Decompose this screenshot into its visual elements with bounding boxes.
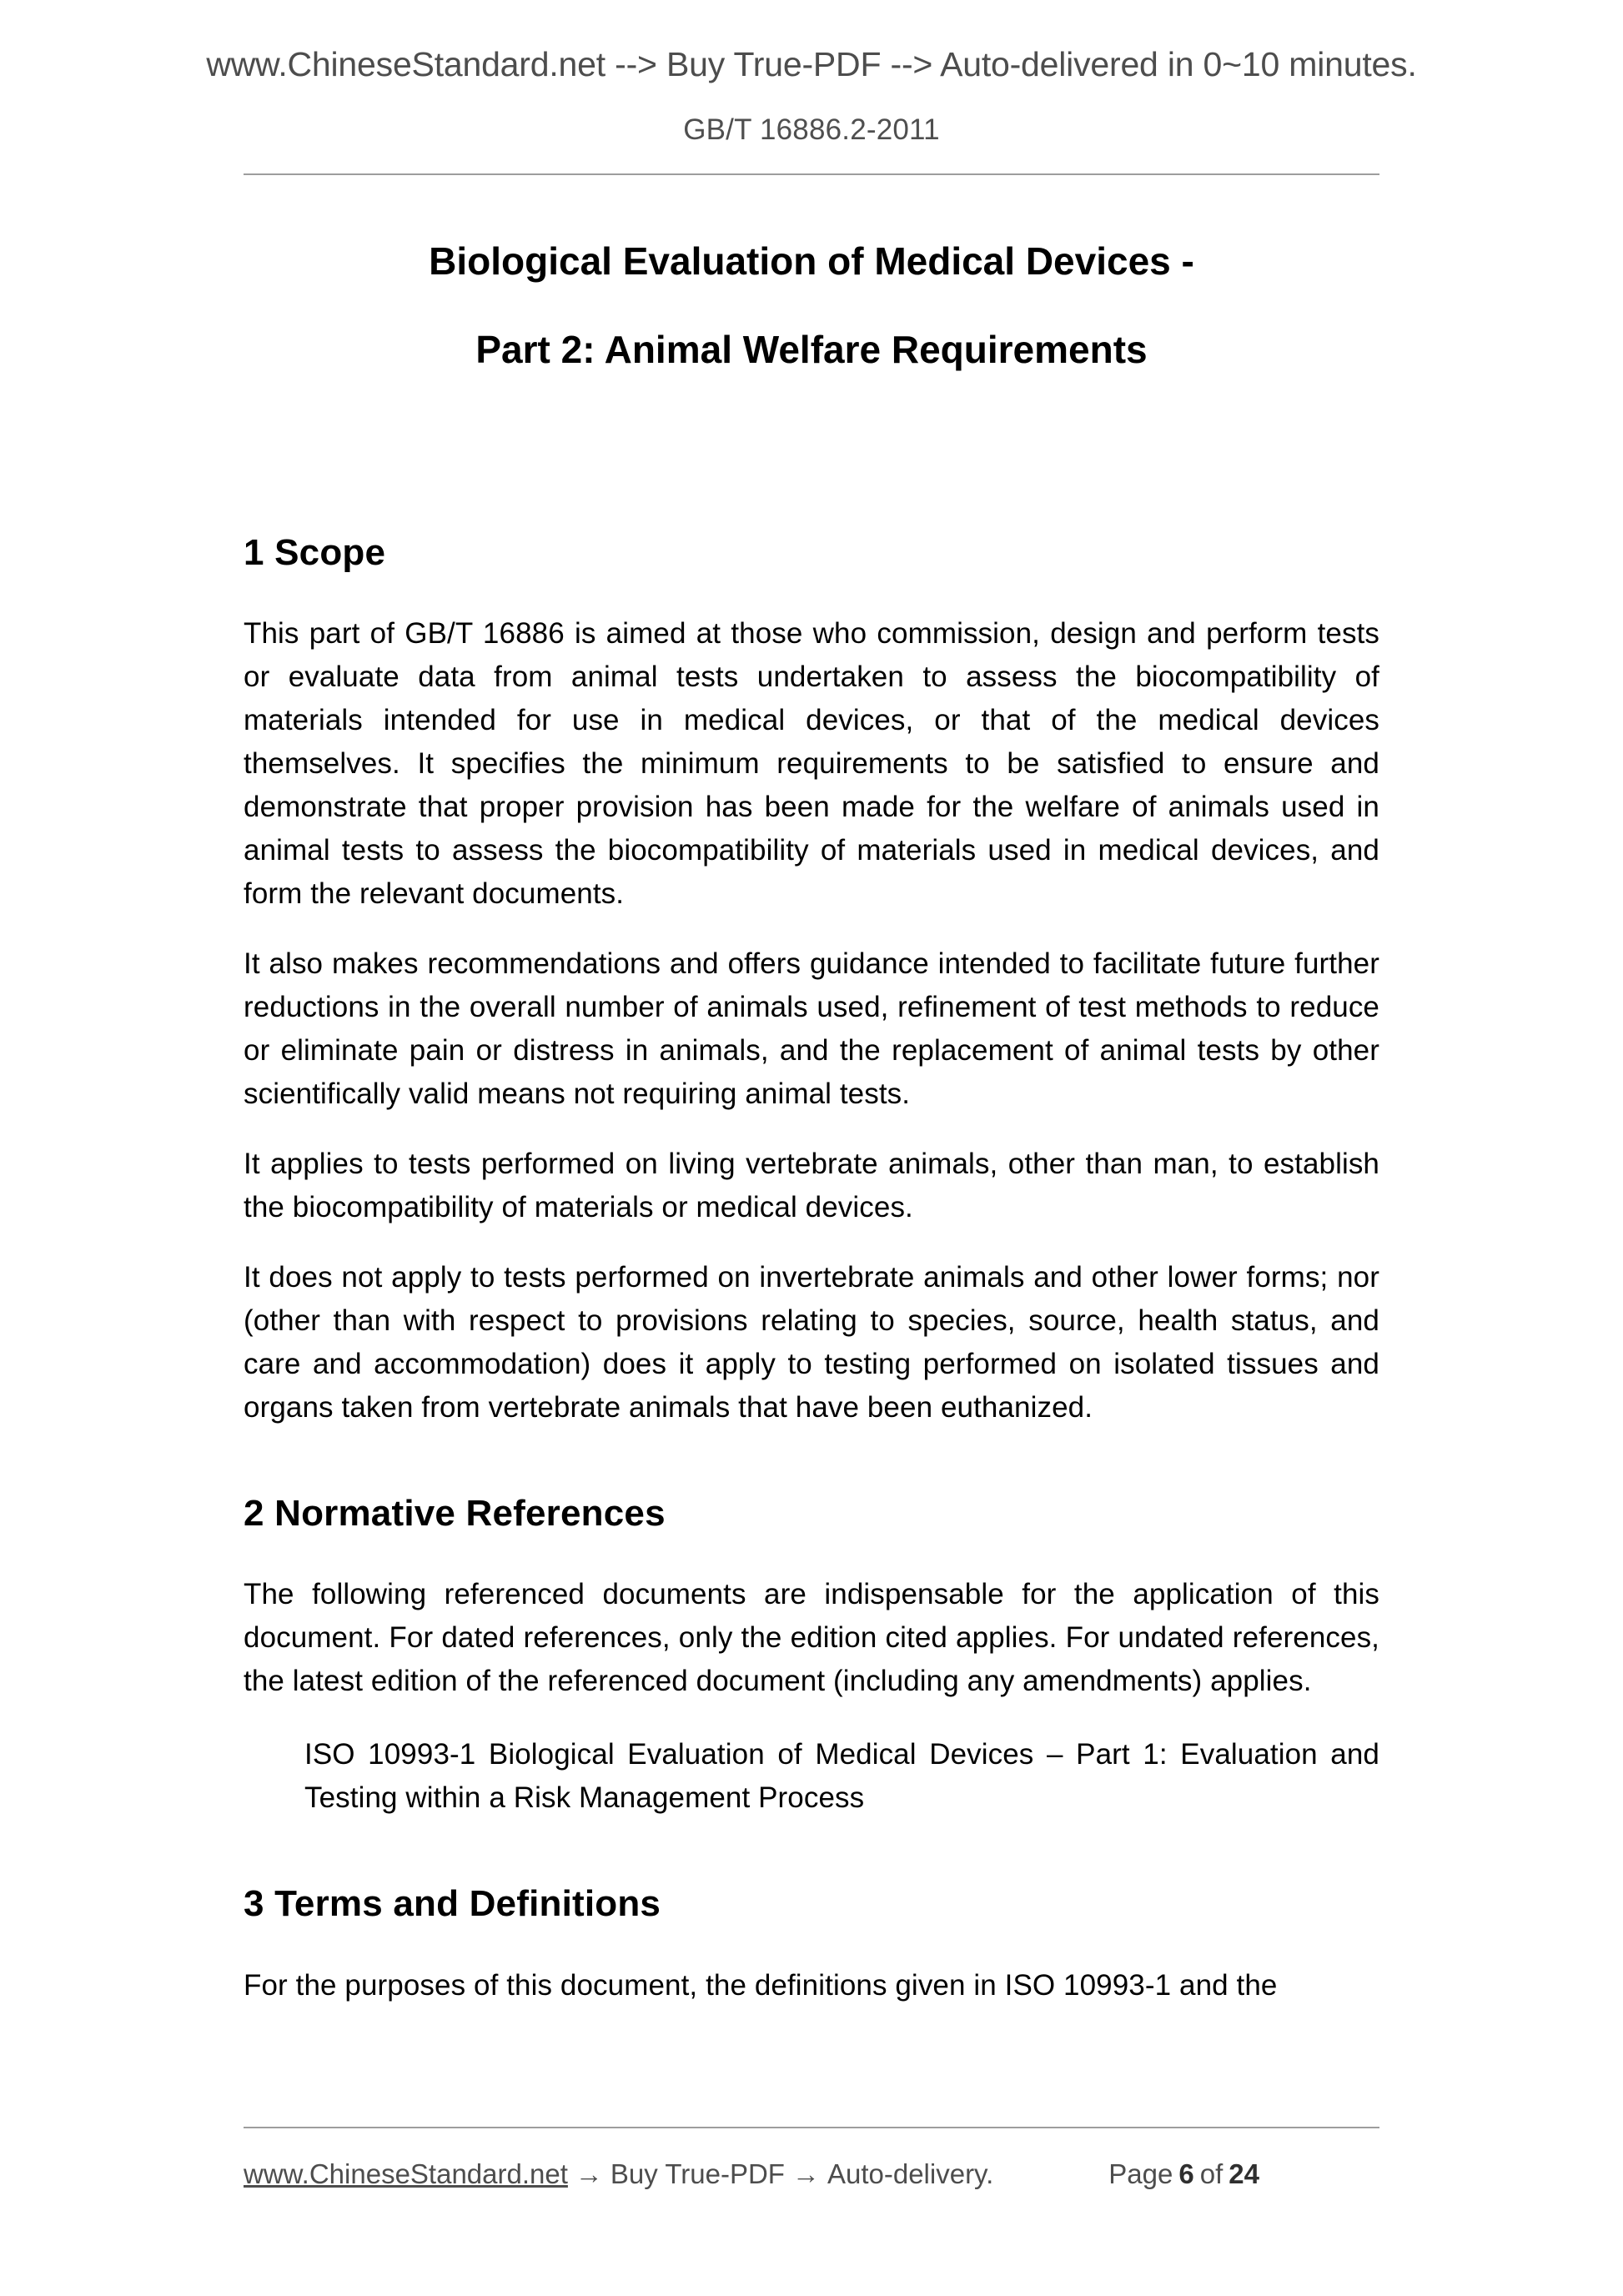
arrow-right-icon: → [575,2158,603,2189]
spacer [244,1429,1379,1495]
spacer [244,1703,1379,1733]
document-body [244,534,1379,2007]
scope-paragraph-2: It also makes recommendations and offers guidance intended to facilitate future further reductions in the overall number of animals used, refinement of test methods to reduce or eliminate pain or distress in animals, and the replacement of animal tests by other scientifically valid means not requiring animal tests. [244,947,1379,1111]
spacer [244,572,1379,612]
page-title-line-1: Biological Evaluation of Medical Devices - [429,239,1194,283]
of-label: of [1199,2158,1224,2189]
spacer [244,916,1379,942]
normative-reference-item-1: ISO 10993-1 Biological Evaluation of Medical Devices – Part 1: Evaluation and Testing within a Risk Management Process [304,1738,1379,1815]
footer-url-link[interactable]: www.ChineseStandard.net [244,2158,568,2189]
spacer [244,1924,1379,1964]
spacer [244,1229,1379,1256]
section-heading-normative-references: 2 Normative References [244,1493,666,1535]
current-page-number: 6 [1178,2158,1194,2189]
terms-and-definitions-paragraph-1: For the purposes of this document, the definitions given in ISO 10993-1 and the [244,1968,1278,2002]
total-page-count: 24 [1229,2158,1259,2189]
scope-paragraph-1: This part of GB/T 16886 is aimed at those who commission, design and perform tests or evaluate data from animal tests undertaken to assess the biocompatibility of materials intended for use in medical devices, or that of the medical devices themselves. It specifies the minimum requirements to be satisfied to ensure and demonstrate that proper provision has been made for the welfare of animals used in animal tests to assess the biocompatibility of materials used in medical devices, and form the relevant documents. [244,617,1379,911]
promo-header-text: www.ChineseStandard.net --> Buy True-PDF --> Auto-delivered in 0~10 minutes. [206,45,1417,83]
footer-delivery-text: Auto-delivery. [827,2158,994,2189]
page-label: Page [1108,2158,1173,2189]
standard-code-header: GB/T 16886.2-2011 [683,113,940,146]
spacer [244,1533,1379,1573]
normative-references-paragraph-1: The following referenced documents are indispensable for the application of this document. For dated references, only the edition cited applies. For undated references, the latest edition of the referenced document (including any amendments) applies. [244,1578,1379,1698]
section-heading-terms-and-definitions: 3 Terms and Definitions [244,1883,661,1925]
page-number-indicator [1108,2158,1265,2190]
page-footer [244,2158,1379,2190]
header-divider [244,173,1379,175]
spacer [244,1820,1379,1885]
arrow-right-icon: → [791,2158,820,2189]
footer-buy-text: Buy True-PDF [610,2158,785,2189]
footer-divider [244,2127,1379,2128]
spacer [244,1116,1379,1143]
section-heading-scope: 1 Scope [244,532,386,573]
page-title-line-2: Part 2: Animal Welfare Requirements [475,328,1148,371]
footer-promo [244,2158,993,2190]
scope-paragraph-4: It does not apply to tests performed on invertebrate animals and other lower forms; nor (other than with respect to provisions relating to species, source, health status, and care and accommodation) does it apply to testing performed on isolated tissues and organs taken from vertebrate animals that have been euthanized. [244,1261,1379,1424]
scope-paragraph-3: It applies to tests performed on living vertebrate animals, other than man, to establish the biocompatibility of materials or medical devices. [244,1148,1379,1224]
